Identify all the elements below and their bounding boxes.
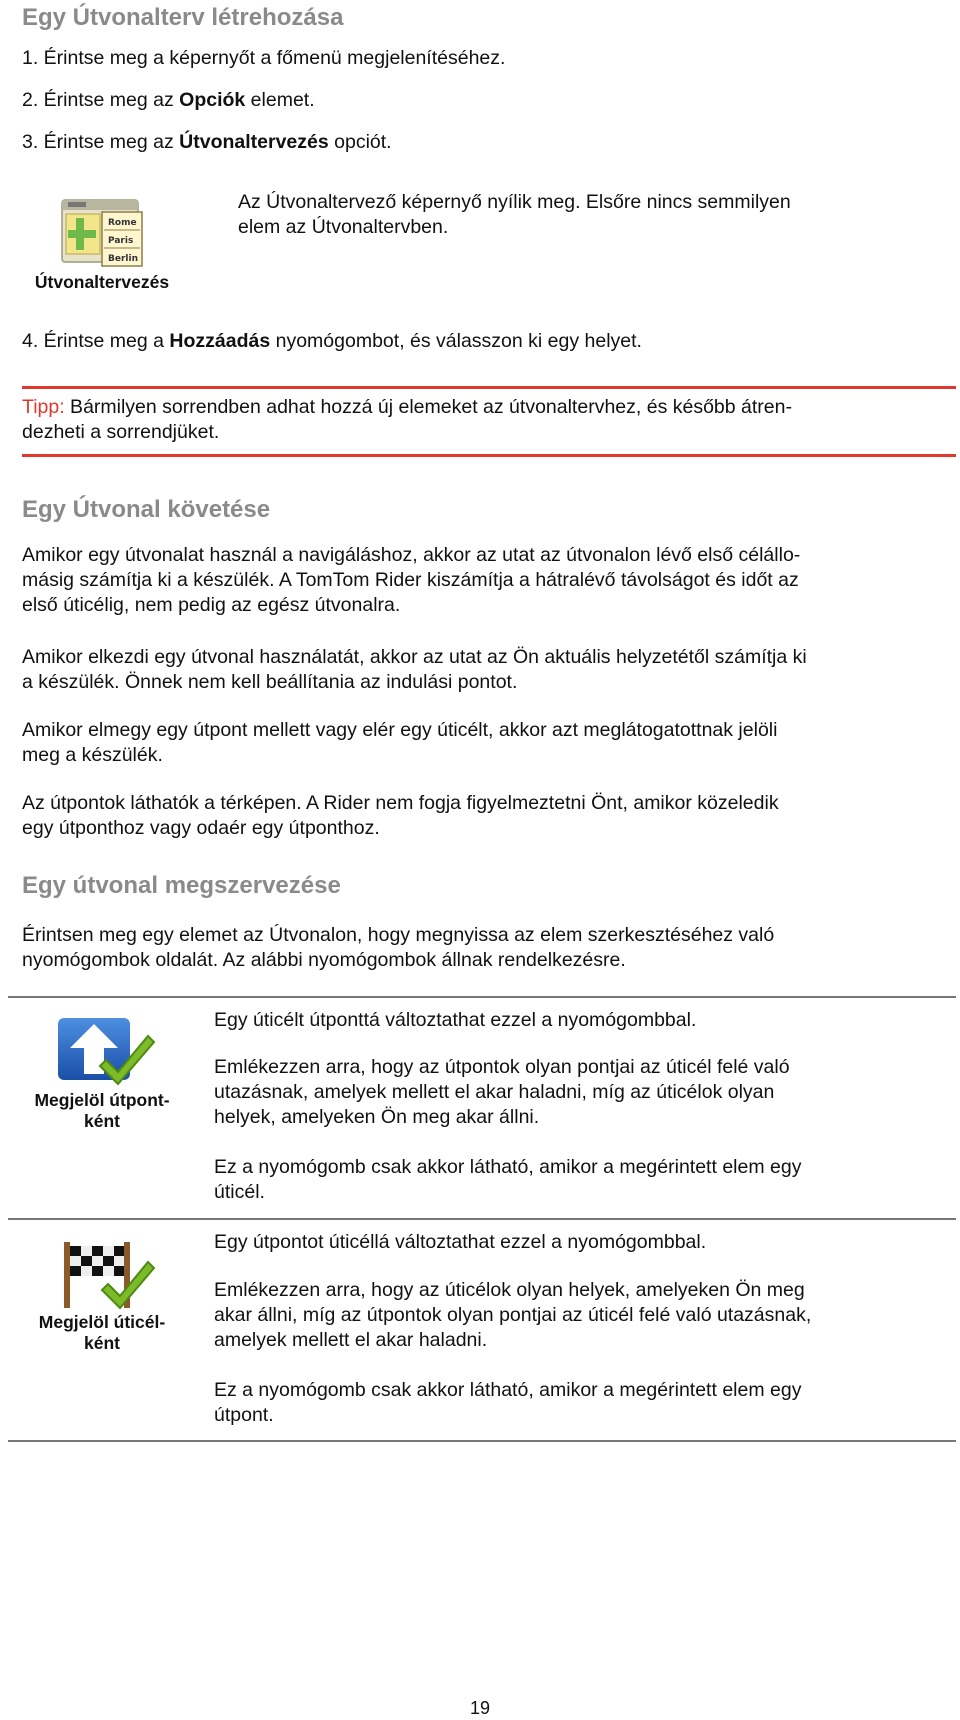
- organize-intro-line2: nyomógombok oldalát. Az alábbi nyomógombok állnak rendelkezésre.: [22, 949, 626, 971]
- follow-p2-line1: Amikor elkezdi egy útvonal használatát, akkor az utat az Ön aktuális helyzetétől számítja ki: [22, 646, 807, 668]
- follow-p3-line1: Amikor elmegy egy útpont mellett vagy elér egy úticélt, akkor azt meglátogatottnak jelöli: [22, 719, 778, 741]
- map-label-rome: Rome: [108, 218, 137, 228]
- section-title-organize-route: Egy útvonal megszervezése: [22, 872, 341, 899]
- table-rule-top: [8, 996, 956, 998]
- map-label-paris: Paris: [108, 236, 134, 246]
- route-planner-desc-1: Az Útvonaltervező képernyő nyílik meg. Elsőre nincs semmilyen: [238, 191, 791, 213]
- step-4-bold: Hozzáadás: [169, 330, 271, 352]
- row2-text-2-l1: Emlékezzen arra, hogy az úticélok olyan helyek, amelyeken Ön meg: [214, 1279, 805, 1301]
- row2-text-2-l2: akar állni, míg az útpontok olyan pontjai az úticél felé való utazásnak,: [214, 1304, 812, 1326]
- section-title-create-route: Egy Útvonalterv létrehozása: [22, 4, 344, 31]
- follow-p1-line1: Amikor egy útvonalat használ a navigáláshoz, akkor az utat az útvonalon lévő első célállo-: [22, 544, 801, 566]
- section-title-follow-route: Egy Útvonal követése: [22, 496, 271, 523]
- follow-p1-line2: másig számítja ki a készülék. A TomTom Rider kiszámítja a hátralévő távolságot és időt az: [22, 569, 799, 591]
- row2-text-1: Egy útpontot úticéllá változtathat ezzel a nyomógombbal.: [214, 1231, 707, 1253]
- mark-waypoint-icon: [56, 1014, 156, 1086]
- row2-text-2-l3: amelyek mellett el akar haladni.: [214, 1329, 488, 1351]
- tip-line-2: dezheti a sorrendjüket.: [22, 421, 220, 443]
- follow-p4-line2: egy útponthoz vagy odaér egy útponthoz.: [22, 817, 380, 839]
- mark-destination-label: Megjelöl úticél- ként: [38, 1312, 166, 1353]
- step-2: 2. Érintse meg az Opciók elemet.: [22, 89, 315, 111]
- row2-text-3-l2: útpont.: [214, 1404, 274, 1426]
- row1-text-2-l1: Emlékezzen arra, hogy az útpontok olyan pontjai az úticél felé való: [214, 1056, 790, 1078]
- step-2-bold: Opciók: [179, 89, 246, 111]
- step-3-bold: Útvonaltervezés: [179, 131, 329, 153]
- organize-intro-line1: Érintsen meg egy elemet az Útvonalon, hogy megnyissa az elem szerkesztéséhez való: [22, 924, 775, 946]
- table-rule-bottom: [8, 1440, 956, 1442]
- route-planning-icon: [58, 196, 148, 268]
- page-number: 19: [469, 1698, 491, 1718]
- row1-text-1: Egy úticélt útponttá változtathat ezzel a nyomógombbal.: [214, 1009, 697, 1031]
- row1-text-3-l1: Ez a nyomógomb csak akkor látható, amikor a megérintett elem egy: [214, 1156, 802, 1178]
- step-3: 3. Érintse meg az Útvonaltervezés opciót.: [22, 131, 392, 153]
- row1-text-2-l2: utazásnak, amelyek mellett el akar haladni, míg az úticélok olyan: [214, 1081, 775, 1103]
- step-1: 1. Érintse meg a képernyőt a főmenü megjelenítéséhez.: [22, 47, 506, 69]
- follow-p4-line1: Az útpontok láthatók a térképen. A Rider nem fogja figyelmeztetni Önt, amikor közeledik: [22, 792, 779, 814]
- row1-text-3-l2: úticél.: [214, 1181, 265, 1203]
- table-rule-middle: [8, 1218, 956, 1220]
- follow-p1-line3: első úticélig, nem pedig az egész útvonalra.: [22, 594, 401, 616]
- tip-bottom-rule: [22, 454, 956, 457]
- follow-p3-line2: meg a készülék.: [22, 744, 163, 766]
- row1-text-2-l3: helyek, amelyeken Ön meg akar állni.: [214, 1106, 540, 1128]
- route-planning-label: Útvonaltervezés: [34, 272, 170, 292]
- follow-p2-line2: a készülék. Önnek nem kell beállítania az indulási pontot.: [22, 671, 518, 693]
- map-label-berlin: Berlin: [108, 254, 138, 264]
- row2-text-3-l1: Ez a nyomógomb csak akkor látható, amikor a megérintett elem egy: [214, 1379, 802, 1401]
- mark-waypoint-label: Megjelöl útpont- ként: [34, 1090, 170, 1131]
- step-4: 4. Érintse meg a Hozzáadás nyomógombot, és válasszon ki egy helyet.: [22, 330, 642, 352]
- tip-label: Tipp:: [22, 396, 65, 418]
- route-planner-desc-2: elem az Útvonaltervben.: [238, 216, 449, 238]
- tip-line-1: Tipp: Bármilyen sorrendben adhat hozzá új elemeket az útvonaltervhez, és később átren-: [22, 396, 792, 418]
- tip-top-rule: [22, 386, 956, 389]
- mark-destination-icon: [62, 1238, 158, 1312]
